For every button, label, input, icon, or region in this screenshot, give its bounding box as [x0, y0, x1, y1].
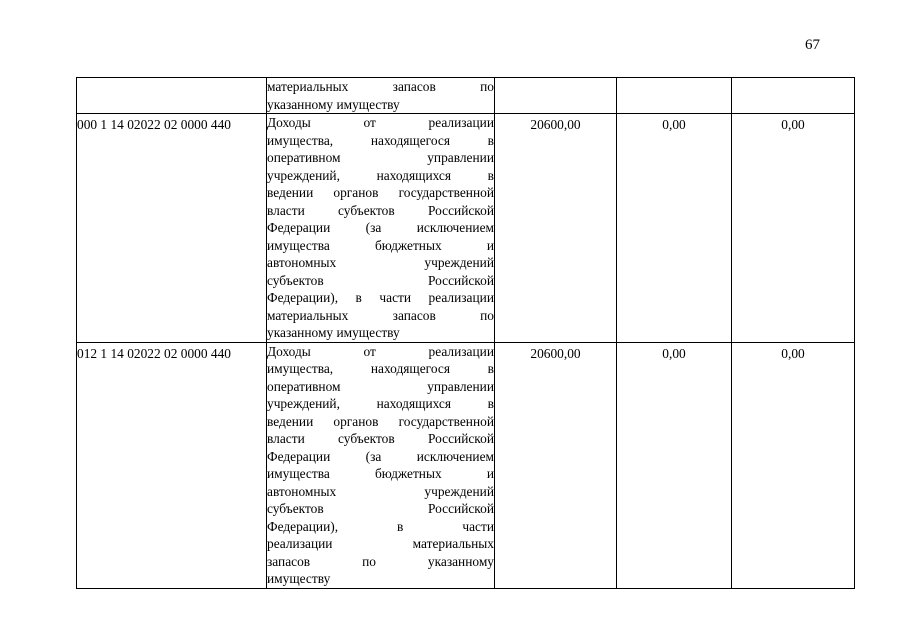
- description-line: Федерации (за исключением: [267, 220, 494, 235]
- table-row: [77, 78, 855, 114]
- description-line: Доходы от реализации: [267, 343, 494, 359]
- amount-cell: [495, 342, 617, 588]
- description-line: автономных учреждений: [267, 483, 494, 499]
- amount-cell: [495, 78, 617, 114]
- value3-value: 0,00: [781, 117, 805, 132]
- description-line: учреждений, находящихся в: [267, 167, 494, 183]
- value3-value: [732, 78, 854, 80]
- value2-cell: [617, 342, 732, 588]
- value3-cell: [732, 78, 855, 114]
- budget-code: 012 1 14 02022 02 0000 440: [77, 345, 231, 361]
- description-line: материальных запасов по: [267, 307, 494, 323]
- page-number: 67: [805, 37, 820, 53]
- value2-cell: [617, 114, 732, 343]
- description-cell: [267, 342, 495, 588]
- value2-value: 0,00: [662, 345, 686, 361]
- description-line: имущества бюджетных и: [267, 237, 494, 253]
- budget-code: 000 1 14 02022 02 0000 440: [77, 117, 231, 132]
- description-line: оперативном управлении: [267, 378, 494, 394]
- value2-value: 0,00: [662, 117, 686, 132]
- description-line: Федерации), в части: [267, 518, 494, 534]
- description-line: имуществу: [267, 571, 331, 586]
- budget-code-cell: [77, 342, 267, 588]
- value2-value: [617, 78, 731, 80]
- description-line: реализации материальных: [267, 536, 494, 551]
- description-line: запасов по указанному: [267, 553, 494, 569]
- description-line: Федерации (за исключением: [267, 448, 494, 464]
- description-line: имущества бюджетных и: [267, 466, 494, 481]
- description-line: автономных учреждений: [267, 255, 494, 270]
- amount-value: 20600,00: [530, 117, 581, 132]
- description-line: учреждений, находящихся в: [267, 396, 494, 411]
- budget-code: [77, 78, 266, 80]
- budget-code-cell: [77, 78, 267, 114]
- description-line: субъектов Российской: [267, 272, 494, 288]
- budget-code-cell: [77, 114, 267, 343]
- description-cell: [267, 78, 495, 114]
- table-row: [77, 114, 855, 343]
- description-line: оперативном управлении: [267, 150, 494, 165]
- value3-cell: [732, 114, 855, 343]
- value3-cell: [732, 342, 855, 588]
- description-cell: [267, 114, 495, 343]
- description-line: имущества, находящегося в: [267, 132, 494, 148]
- description-line: власти субъектов Российской: [267, 202, 494, 218]
- description-line: власти субъектов Российской: [267, 431, 494, 446]
- table-row: [77, 342, 855, 588]
- description-line: субъектов Российской: [267, 501, 494, 516]
- table-body: [77, 78, 855, 589]
- description-line: ведении органов государственной: [267, 413, 494, 429]
- description-line: Федерации), в части реализации: [267, 290, 494, 305]
- value2-cell: [617, 78, 732, 114]
- amount-cell: [495, 114, 617, 343]
- description-line: материальных запасов по: [267, 79, 494, 94]
- description-line: Доходы от реализации: [267, 115, 494, 130]
- revenue-table: [76, 77, 855, 589]
- amount-value: [495, 78, 616, 80]
- amount-value: 20600,00: [530, 345, 581, 361]
- description-line: ведении органов государственной: [267, 185, 494, 200]
- description-line: указанному имуществу: [267, 325, 400, 340]
- value3-value: 0,00: [781, 345, 805, 361]
- description-line: указанному имуществу: [267, 96, 400, 112]
- description-line: имущества, находящегося в: [267, 361, 494, 376]
